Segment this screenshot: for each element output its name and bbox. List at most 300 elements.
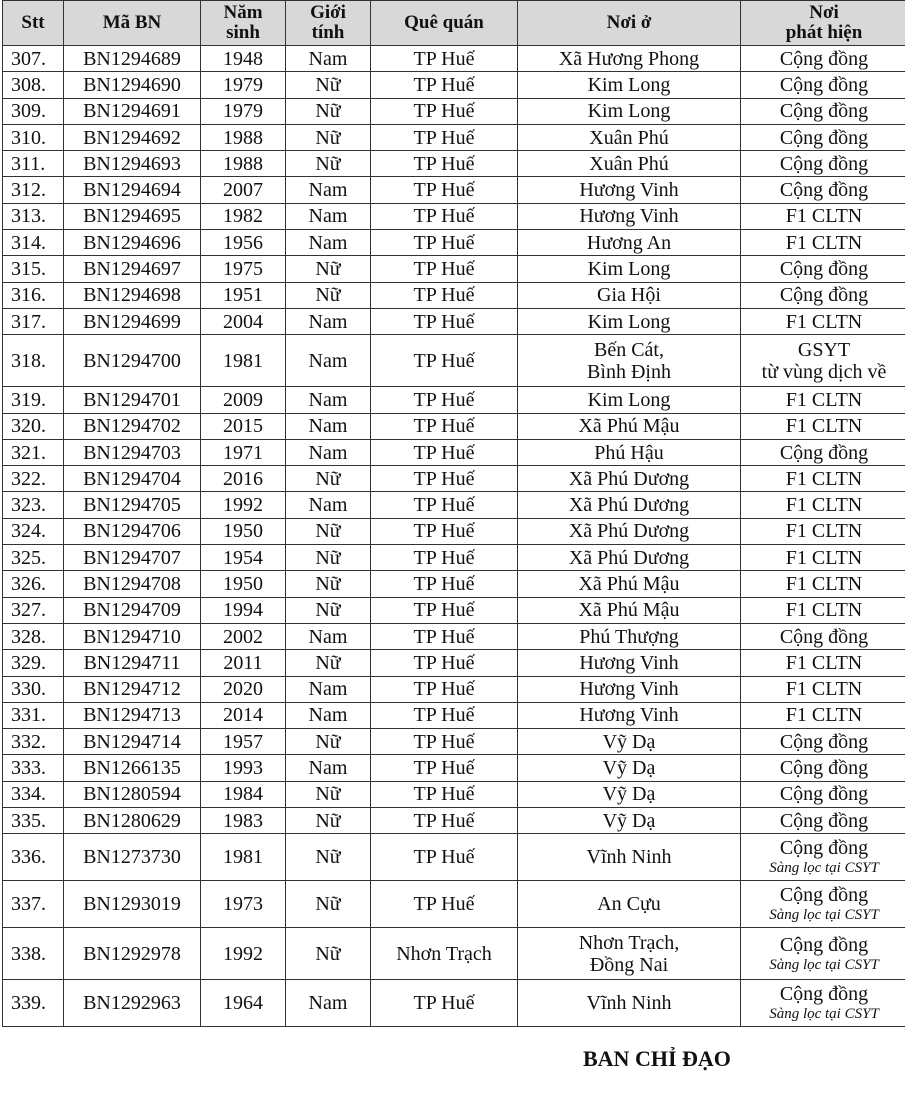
patient-table <box>2 0 905 1027</box>
cell-text: TP Huế <box>413 599 475 622</box>
cell-text: TP Huế <box>413 992 475 1015</box>
cell-residence <box>518 650 741 676</box>
header-birth-year: Năm sinh <box>201 1 286 46</box>
cell-patient-id <box>64 729 201 755</box>
cell-stt <box>3 177 64 203</box>
cell-hometown <box>371 623 518 649</box>
cell-text: 312. <box>11 179 46 202</box>
cell-patient-id <box>64 808 201 834</box>
cell-detection-source <box>741 834 905 881</box>
cell-patient-id <box>64 881 201 928</box>
cell-patient-id <box>64 124 201 150</box>
cell-text: Nam <box>308 441 348 464</box>
cell-text: BN1294712 <box>83 678 181 701</box>
cell-text: Vỹ Dạ <box>602 783 656 806</box>
cell-text: TP Huế <box>413 205 475 228</box>
table-row <box>3 203 905 229</box>
table-row <box>3 466 905 492</box>
cell-text: Xã Hương Phong <box>558 47 700 70</box>
cell-residence <box>518 413 741 439</box>
cell-hometown <box>371 881 518 928</box>
cell-detection-source <box>741 597 905 623</box>
cell-text: F1 CLTN <box>785 310 863 333</box>
table-row <box>3 492 905 518</box>
cell-text: Hương Vinh <box>579 704 679 727</box>
cell-hometown <box>371 256 518 282</box>
cell-patient-id <box>64 597 201 623</box>
cell-birth-year <box>201 466 286 492</box>
cell-text: Xuân Phú <box>589 126 669 149</box>
cell-text: 2002 <box>223 625 263 648</box>
cell-detection-source <box>741 571 905 597</box>
cell-text: Vỹ Dạ <box>602 809 656 832</box>
cell-residence <box>518 256 741 282</box>
cell-text: BN1294713 <box>83 704 181 727</box>
cell-hometown <box>371 439 518 465</box>
cell-text: 327. <box>11 599 46 622</box>
cell-text: Cộng đồng <box>779 757 869 780</box>
cell-text: Bến Cát, Bình Định <box>587 338 671 383</box>
cell-text: 1951 <box>223 284 263 307</box>
cell-gender <box>286 518 371 544</box>
header-gender: Giới tính <box>286 1 371 46</box>
cell-birth-year <box>201 808 286 834</box>
cell-text: Nữ <box>315 809 341 832</box>
cell-gender <box>286 124 371 150</box>
cell-text: Kim Long <box>587 258 671 281</box>
cell-residence <box>518 781 741 807</box>
cell-stt <box>3 518 64 544</box>
cell-birth-year <box>201 413 286 439</box>
cell-text: BN1273730 <box>83 846 181 869</box>
cell-stt <box>3 676 64 702</box>
cell-detection-source <box>741 308 905 334</box>
cell-text: Nữ <box>315 730 341 753</box>
cell-text: Hương Vinh <box>579 651 679 674</box>
cell-hometown <box>371 98 518 124</box>
cell-gender <box>286 230 371 256</box>
cell-stt <box>3 928 64 980</box>
cell-text: Cộng đồng <box>779 837 869 860</box>
cell-text: BN1294699 <box>83 310 181 333</box>
cell-text: 339. <box>11 992 46 1015</box>
cell-patient-id <box>64 177 201 203</box>
cell-hometown <box>371 928 518 980</box>
cell-text: 1988 <box>223 152 263 175</box>
cell-stt <box>3 781 64 807</box>
cell-text: Vỹ Dạ <box>602 730 656 753</box>
table-row <box>3 545 905 571</box>
table-row <box>3 46 905 72</box>
cell-text: 1973 <box>223 893 263 916</box>
cell-detection-source <box>741 545 905 571</box>
cell-residence <box>518 387 741 413</box>
cell-text: Nữ <box>315 100 341 123</box>
cell-gender <box>286 623 371 649</box>
cell-hometown <box>371 203 518 229</box>
cell-residence <box>518 834 741 881</box>
cell-detection-source <box>741 151 905 177</box>
cell-gender <box>286 702 371 728</box>
cell-text: 309. <box>11 100 46 123</box>
table-row <box>3 781 905 807</box>
cell-text: 1950 <box>223 572 263 595</box>
cell-detection-source <box>741 492 905 518</box>
signature-title: BAN CHỈ ĐẠO <box>583 1046 731 1071</box>
cell-text: BN1294690 <box>83 73 181 96</box>
table-row <box>3 124 905 150</box>
cell-text: Nhơn Trạch, Đồng Nai <box>578 931 680 976</box>
cell-text: BN1294693 <box>83 152 181 175</box>
cell-patient-id <box>64 650 201 676</box>
cell-birth-year <box>201 545 286 571</box>
cell-birth-year <box>201 203 286 229</box>
cell-birth-year <box>201 755 286 781</box>
cell-text: Xã Phú Mậu <box>578 415 680 438</box>
cell-stt <box>3 597 64 623</box>
cell-hometown <box>371 597 518 623</box>
table-row <box>3 755 905 781</box>
cell-stt <box>3 881 64 928</box>
cell-stt <box>3 623 64 649</box>
cell-text: 321. <box>11 441 46 464</box>
cell-text: Nữ <box>315 599 341 622</box>
cell-text: 1983 <box>223 809 263 832</box>
cell-text: Xã Phú Dương <box>568 494 690 517</box>
cell-text: 1992 <box>223 942 263 965</box>
cell-detection-source <box>741 439 905 465</box>
cell-hometown <box>371 124 518 150</box>
cell-text: F1 CLTN <box>785 415 863 438</box>
cell-detection-source <box>741 98 905 124</box>
cell-text: 331. <box>11 704 46 727</box>
cell-stt <box>3 151 64 177</box>
cell-text: 1971 <box>223 441 263 464</box>
cell-text: Cộng đồng <box>779 284 869 307</box>
cell-hometown <box>371 834 518 881</box>
cell-birth-year <box>201 834 286 881</box>
cell-text: Nam <box>308 757 348 780</box>
cell-text: 318. <box>11 349 46 372</box>
cell-text: F1 CLTN <box>785 467 863 490</box>
table-row <box>3 439 905 465</box>
cell-hometown <box>371 545 518 571</box>
cell-text: TP Huế <box>413 704 475 727</box>
cell-residence <box>518 203 741 229</box>
cell-stt <box>3 466 64 492</box>
cell-residence <box>518 755 741 781</box>
table-row <box>3 413 905 439</box>
cell-gender <box>286 151 371 177</box>
cell-stt <box>3 282 64 308</box>
cell-text: 1979 <box>223 73 263 96</box>
cell-gender <box>286 256 371 282</box>
cell-text: Nữ <box>315 942 341 965</box>
cell-text: TP Huế <box>413 415 475 438</box>
cell-text: 324. <box>11 520 46 543</box>
cell-hometown <box>371 177 518 203</box>
cell-patient-id <box>64 72 201 98</box>
cell-text: TP Huế <box>413 284 475 307</box>
cell-text: 2007 <box>223 179 263 202</box>
cell-patient-id <box>64 387 201 413</box>
cell-stt <box>3 755 64 781</box>
cell-text: Cộng đồng <box>779 47 869 70</box>
cell-text: 310. <box>11 126 46 149</box>
cell-patient-id <box>64 571 201 597</box>
cell-hometown <box>371 492 518 518</box>
cell-patient-id <box>64 98 201 124</box>
cell-text: Hương Vinh <box>579 179 679 202</box>
cell-text: 1979 <box>223 100 263 123</box>
cell-text: 1948 <box>223 47 263 70</box>
cell-detection-source <box>741 623 905 649</box>
cell-stt <box>3 980 64 1027</box>
cell-detection-source <box>741 755 905 781</box>
cell-text: 307. <box>11 47 46 70</box>
cell-text: Nam <box>308 310 348 333</box>
cell-birth-year <box>201 676 286 702</box>
cell-text: Cộng đồng <box>779 809 869 832</box>
cell-text: 2011 <box>223 651 263 674</box>
cell-gender <box>286 72 371 98</box>
cell-hometown <box>371 702 518 728</box>
cell-patient-id <box>64 230 201 256</box>
cell-text: TP Huế <box>413 520 475 543</box>
cell-hometown <box>371 980 518 1027</box>
cell-patient-id <box>64 834 201 881</box>
cell-residence <box>518 335 741 387</box>
cell-text: F1 CLTN <box>785 651 863 674</box>
cell-residence <box>518 492 741 518</box>
cell-gender <box>286 650 371 676</box>
cell-patient-id <box>64 413 201 439</box>
cell-gender <box>286 335 371 387</box>
cell-text: BN1266135 <box>83 757 181 780</box>
cell-text: BN1294696 <box>83 231 181 254</box>
cell-text: BN1294698 <box>83 284 181 307</box>
cell-text: 1956 <box>223 231 263 254</box>
cell-stt <box>3 571 64 597</box>
cell-detection-source <box>741 808 905 834</box>
cell-residence <box>518 881 741 928</box>
cell-text: 338. <box>11 942 46 965</box>
cell-text: Xuân Phú <box>589 152 669 175</box>
cell-stt <box>3 729 64 755</box>
cell-text: Cộng đồng <box>779 783 869 806</box>
cell-birth-year <box>201 98 286 124</box>
cell-text: F1 CLTN <box>785 520 863 543</box>
cell-text: TP Huế <box>413 152 475 175</box>
cell-stt <box>3 492 64 518</box>
cell-text: Nam <box>308 494 348 517</box>
cell-stt <box>3 439 64 465</box>
cell-text: 2009 <box>223 388 263 411</box>
cell-text: BN1294701 <box>83 388 181 411</box>
cell-stt <box>3 387 64 413</box>
cell-hometown <box>371 46 518 72</box>
cell-stt <box>3 98 64 124</box>
cell-gender <box>286 545 371 571</box>
cell-text: Nữ <box>315 846 341 869</box>
cell-gender <box>286 387 371 413</box>
cell-residence <box>518 230 741 256</box>
cell-text: 1994 <box>223 599 263 622</box>
cell-text: BN1280594 <box>83 783 181 806</box>
cell-gender <box>286 781 371 807</box>
cell-detection-source <box>741 881 905 928</box>
cell-text: 314. <box>11 231 46 254</box>
cell-text: 335. <box>11 809 46 832</box>
cell-text: 336. <box>11 846 46 869</box>
cell-birth-year <box>201 387 286 413</box>
cell-patient-id <box>64 466 201 492</box>
cell-text: Phú Thượng <box>579 625 679 648</box>
cell-gender <box>286 203 371 229</box>
cell-hometown <box>371 230 518 256</box>
cell-text: Cộng đồng <box>779 730 869 753</box>
cell-text: Kim Long <box>587 388 671 411</box>
cell-text: 325. <box>11 546 46 569</box>
cell-text: BN1294691 <box>83 100 181 123</box>
cell-birth-year <box>201 623 286 649</box>
cell-text: TP Huế <box>413 179 475 202</box>
cell-residence <box>518 439 741 465</box>
cell-hometown <box>371 282 518 308</box>
cell-text: Nữ <box>315 651 341 674</box>
cell-stt <box>3 808 64 834</box>
cell-gender <box>286 928 371 980</box>
cell-patient-id <box>64 928 201 980</box>
cell-gender <box>286 492 371 518</box>
cell-patient-id <box>64 282 201 308</box>
table-row <box>3 808 905 834</box>
cell-text: Cộng đồng <box>779 126 869 149</box>
cell-text: 328. <box>11 625 46 648</box>
cell-hometown <box>371 387 518 413</box>
cell-text: Kim Long <box>587 73 671 96</box>
cell-text: TP Huế <box>413 258 475 281</box>
cell-birth-year <box>201 597 286 623</box>
cell-stt <box>3 230 64 256</box>
table-row <box>3 256 905 282</box>
cell-residence <box>518 177 741 203</box>
cell-text: F1 CLTN <box>785 205 863 228</box>
cell-text: Vỹ Dạ <box>602 757 656 780</box>
table-row <box>3 980 905 1027</box>
cell-hometown <box>371 755 518 781</box>
cell-detection-source <box>741 650 905 676</box>
cell-birth-year <box>201 230 286 256</box>
cell-text: 316. <box>11 284 46 307</box>
cell-detection-source <box>741 335 905 387</box>
cell-text: TP Huế <box>413 231 475 254</box>
cell-text: BN1294705 <box>83 494 181 517</box>
header-stt: Stt <box>3 1 64 46</box>
header-detection-source: Nơi phát hiện <box>741 1 905 46</box>
cell-text: TP Huế <box>413 441 475 464</box>
cell-residence <box>518 597 741 623</box>
cell-gender <box>286 308 371 334</box>
cell-birth-year <box>201 928 286 980</box>
cell-residence <box>518 928 741 980</box>
cell-birth-year <box>201 881 286 928</box>
cell-detection-source <box>741 124 905 150</box>
cell-text: TP Huế <box>413 494 475 517</box>
table-row <box>3 177 905 203</box>
cell-birth-year <box>201 980 286 1027</box>
cell-text: 1954 <box>223 546 263 569</box>
cell-birth-year <box>201 72 286 98</box>
table-row <box>3 834 905 881</box>
cell-stt <box>3 413 64 439</box>
cell-detection-source <box>741 781 905 807</box>
cell-birth-year <box>201 282 286 308</box>
cell-text: TP Huế <box>413 310 475 333</box>
cell-detection-source <box>741 928 905 980</box>
cell-stt <box>3 650 64 676</box>
cell-stt <box>3 203 64 229</box>
cell-text: Nữ <box>315 152 341 175</box>
cell-birth-year <box>201 177 286 203</box>
cell-detection-source <box>741 980 905 1027</box>
cell-text: BN1294697 <box>83 258 181 281</box>
cell-text: Hương Vinh <box>579 678 679 701</box>
cell-text: BN1294702 <box>83 415 181 438</box>
cell-detection-source <box>741 282 905 308</box>
cell-gender <box>286 177 371 203</box>
cell-residence <box>518 571 741 597</box>
cell-birth-year <box>201 124 286 150</box>
cell-residence <box>518 518 741 544</box>
cell-detection-source <box>741 256 905 282</box>
cell-detection-source <box>741 518 905 544</box>
cell-gender <box>286 676 371 702</box>
cell-text: Nam <box>308 388 348 411</box>
cell-text: 308. <box>11 73 46 96</box>
detection-note: Sàng lọc tại CSYT <box>769 860 879 877</box>
cell-text: TP Huế <box>413 757 475 780</box>
cell-residence <box>518 308 741 334</box>
cell-patient-id <box>64 623 201 649</box>
table-row <box>3 571 905 597</box>
cell-text: TP Huế <box>413 651 475 674</box>
cell-text: 326. <box>11 572 46 595</box>
cell-text: BN1293019 <box>83 893 181 916</box>
cell-hometown <box>371 72 518 98</box>
cell-detection-source <box>741 676 905 702</box>
table-row <box>3 151 905 177</box>
cell-residence <box>518 545 741 571</box>
cell-stt <box>3 72 64 98</box>
cell-text: Cộng đồng <box>779 73 869 96</box>
cell-text: TP Huế <box>413 546 475 569</box>
cell-residence <box>518 466 741 492</box>
table-row <box>3 702 905 728</box>
table-row <box>3 650 905 676</box>
cell-residence <box>518 702 741 728</box>
cell-detection-source <box>741 46 905 72</box>
cell-text: 2014 <box>223 704 263 727</box>
cell-text: TP Huế <box>413 783 475 806</box>
cell-text: Nhơn Trạch <box>396 942 492 965</box>
cell-text: TP Huế <box>413 73 475 96</box>
cell-birth-year <box>201 518 286 544</box>
cell-text: 315. <box>11 258 46 281</box>
cell-text: F1 CLTN <box>785 704 863 727</box>
cell-hometown <box>371 308 518 334</box>
cell-text: BN1294692 <box>83 126 181 149</box>
